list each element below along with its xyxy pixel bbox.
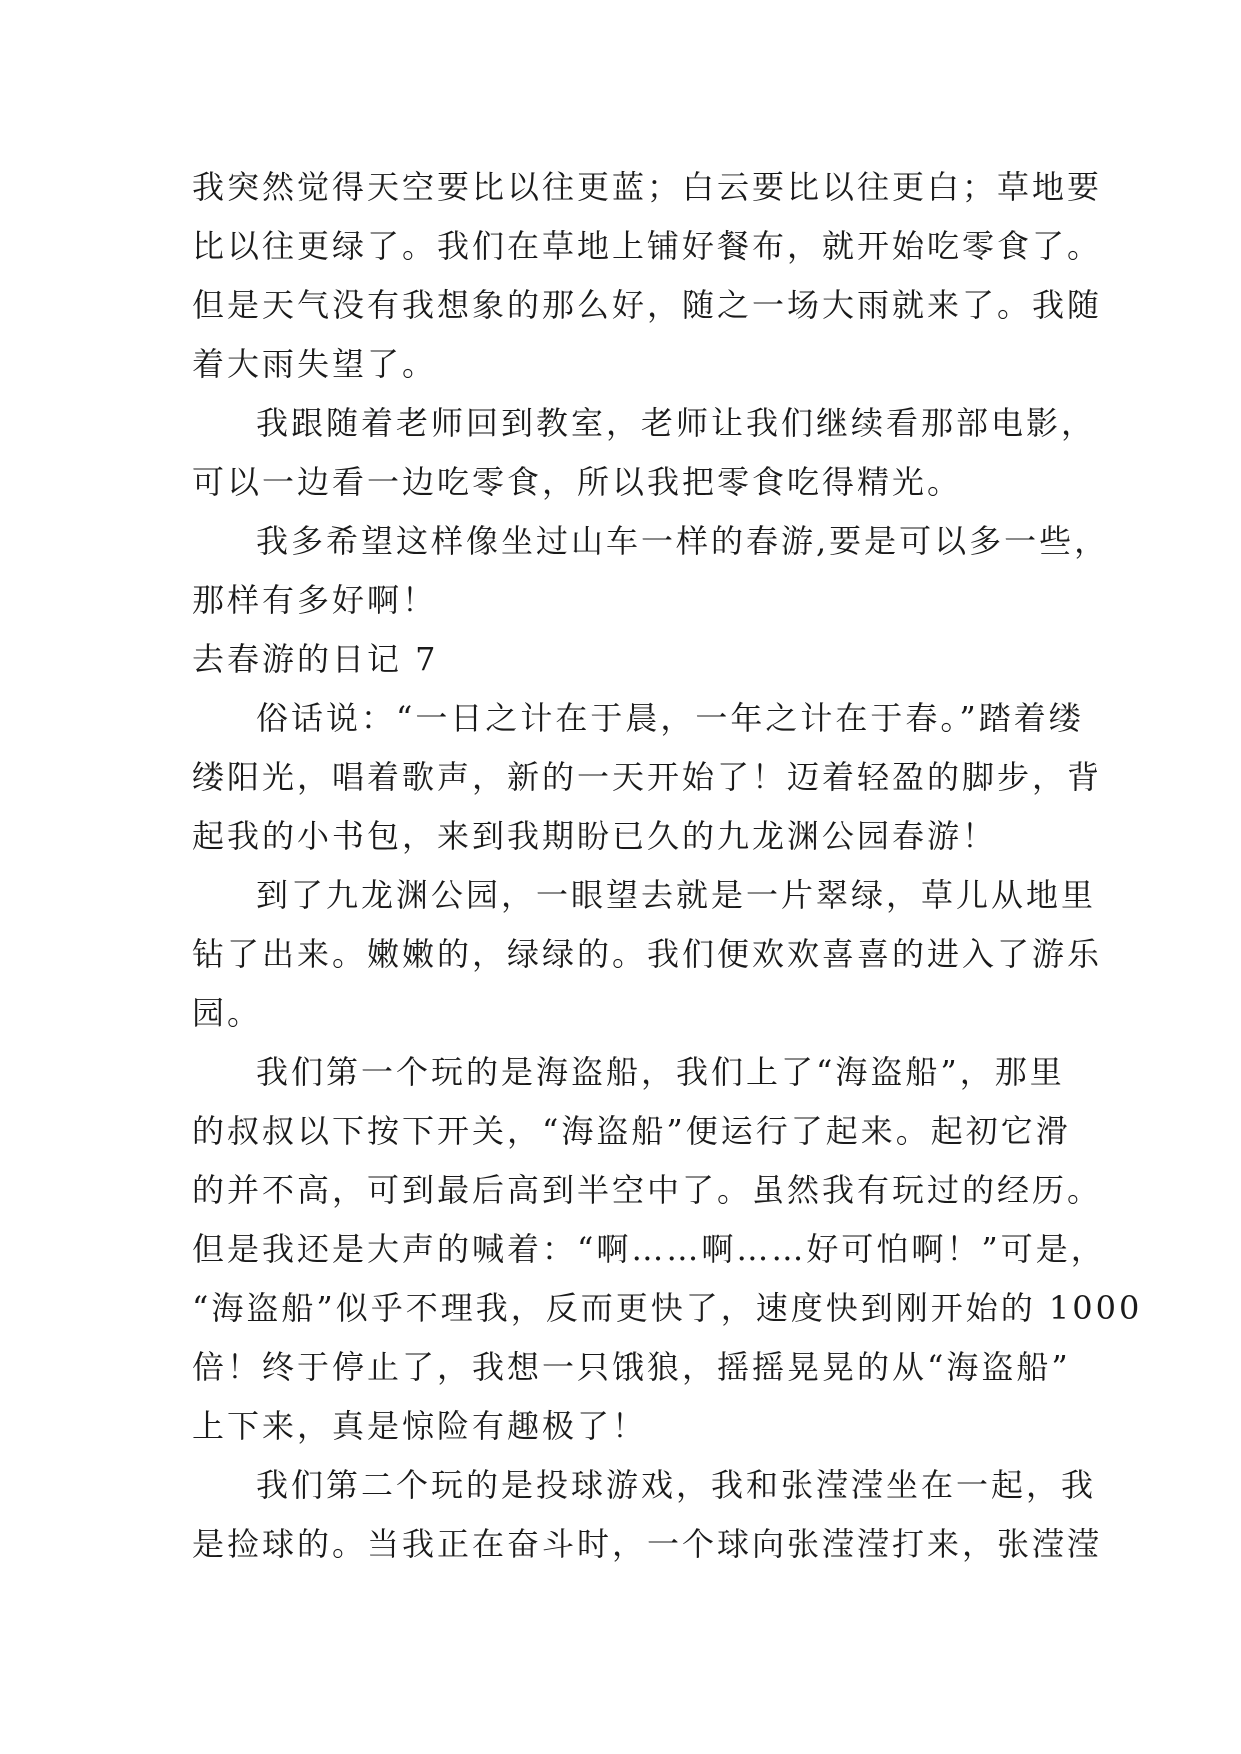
text-line: 倍！终于停止了，我想一只饿狼，摇摇晃晃的从“海盗船”	[192, 1348, 1071, 1386]
text-line: 的并不高，可到最后高到半空中了。虽然我有玩过的经历。	[192, 1171, 1103, 1209]
text-line: 我多希望这样像坐过山车一样的春游,要是可以多一些，	[256, 522, 1110, 560]
text-line: 可以一边看一边吃零食，所以我把零食吃得精光。	[192, 463, 963, 501]
text-line: 起我的小书包，来到我期盼已久的九龙渊公园春游！	[192, 817, 998, 855]
text-line: 我突然觉得天空要比以往更蓝；白云要比以往更白；草地要	[192, 168, 1103, 206]
text-line: 缕阳光，唱着歌声，新的一天开始了！迈着轻盈的脚步，背	[192, 758, 1103, 796]
document-body	[192, 158, 1143, 1574]
text-line: 比以往更绿了。我们在草地上铺好餐布，就开始吃零食了。	[192, 227, 1103, 265]
text-line: 着大雨失望了。	[192, 345, 438, 383]
text-line: 上下来，真是惊险有趣极了！	[192, 1407, 648, 1445]
text-line: 俗话说：“一日之计在于晨，一年之计在于春。”踏着缕	[256, 699, 1084, 737]
text-line: 是捡球的。当我正在奋斗时，一个球向张滢滢打来，张滢滢	[192, 1525, 1103, 1563]
text-line: 园。	[192, 994, 263, 1032]
text-line: 到了九龙渊公园，一眼望去就是一片翠绿，草儿从地里	[256, 876, 1097, 914]
text-line: 我们第一个玩的是海盗船，我们上了“海盗船”，那里	[256, 1053, 1065, 1091]
section-heading: 去春游的日记 7	[192, 640, 439, 678]
text-line: 我们第二个玩的是投球游戏，我和张滢滢坐在一起，我	[256, 1466, 1097, 1504]
text-line: “海盗船”似乎不理我，反而更快了，速度快到刚开始的 1000	[192, 1289, 1143, 1327]
text-line: 那样有多好啊！	[192, 581, 438, 619]
text-line: 我跟随着老师回到教室，老师让我们继续看那部电影，	[256, 404, 1097, 442]
text-line: 的叔叔以下按下开关，“海盗船”便运行了起来。起初它滑	[192, 1112, 1071, 1150]
text-line: 钻了出来。嫩嫩的，绿绿的。我们便欢欢喜喜的进入了游乐	[192, 935, 1103, 973]
text-line: 但是天气没有我想象的那么好，随之一场大雨就来了。我随	[192, 286, 1103, 324]
text-line: 但是我还是大声的喊着：“啊……啊……好可怕啊！”可是，	[192, 1230, 1106, 1268]
